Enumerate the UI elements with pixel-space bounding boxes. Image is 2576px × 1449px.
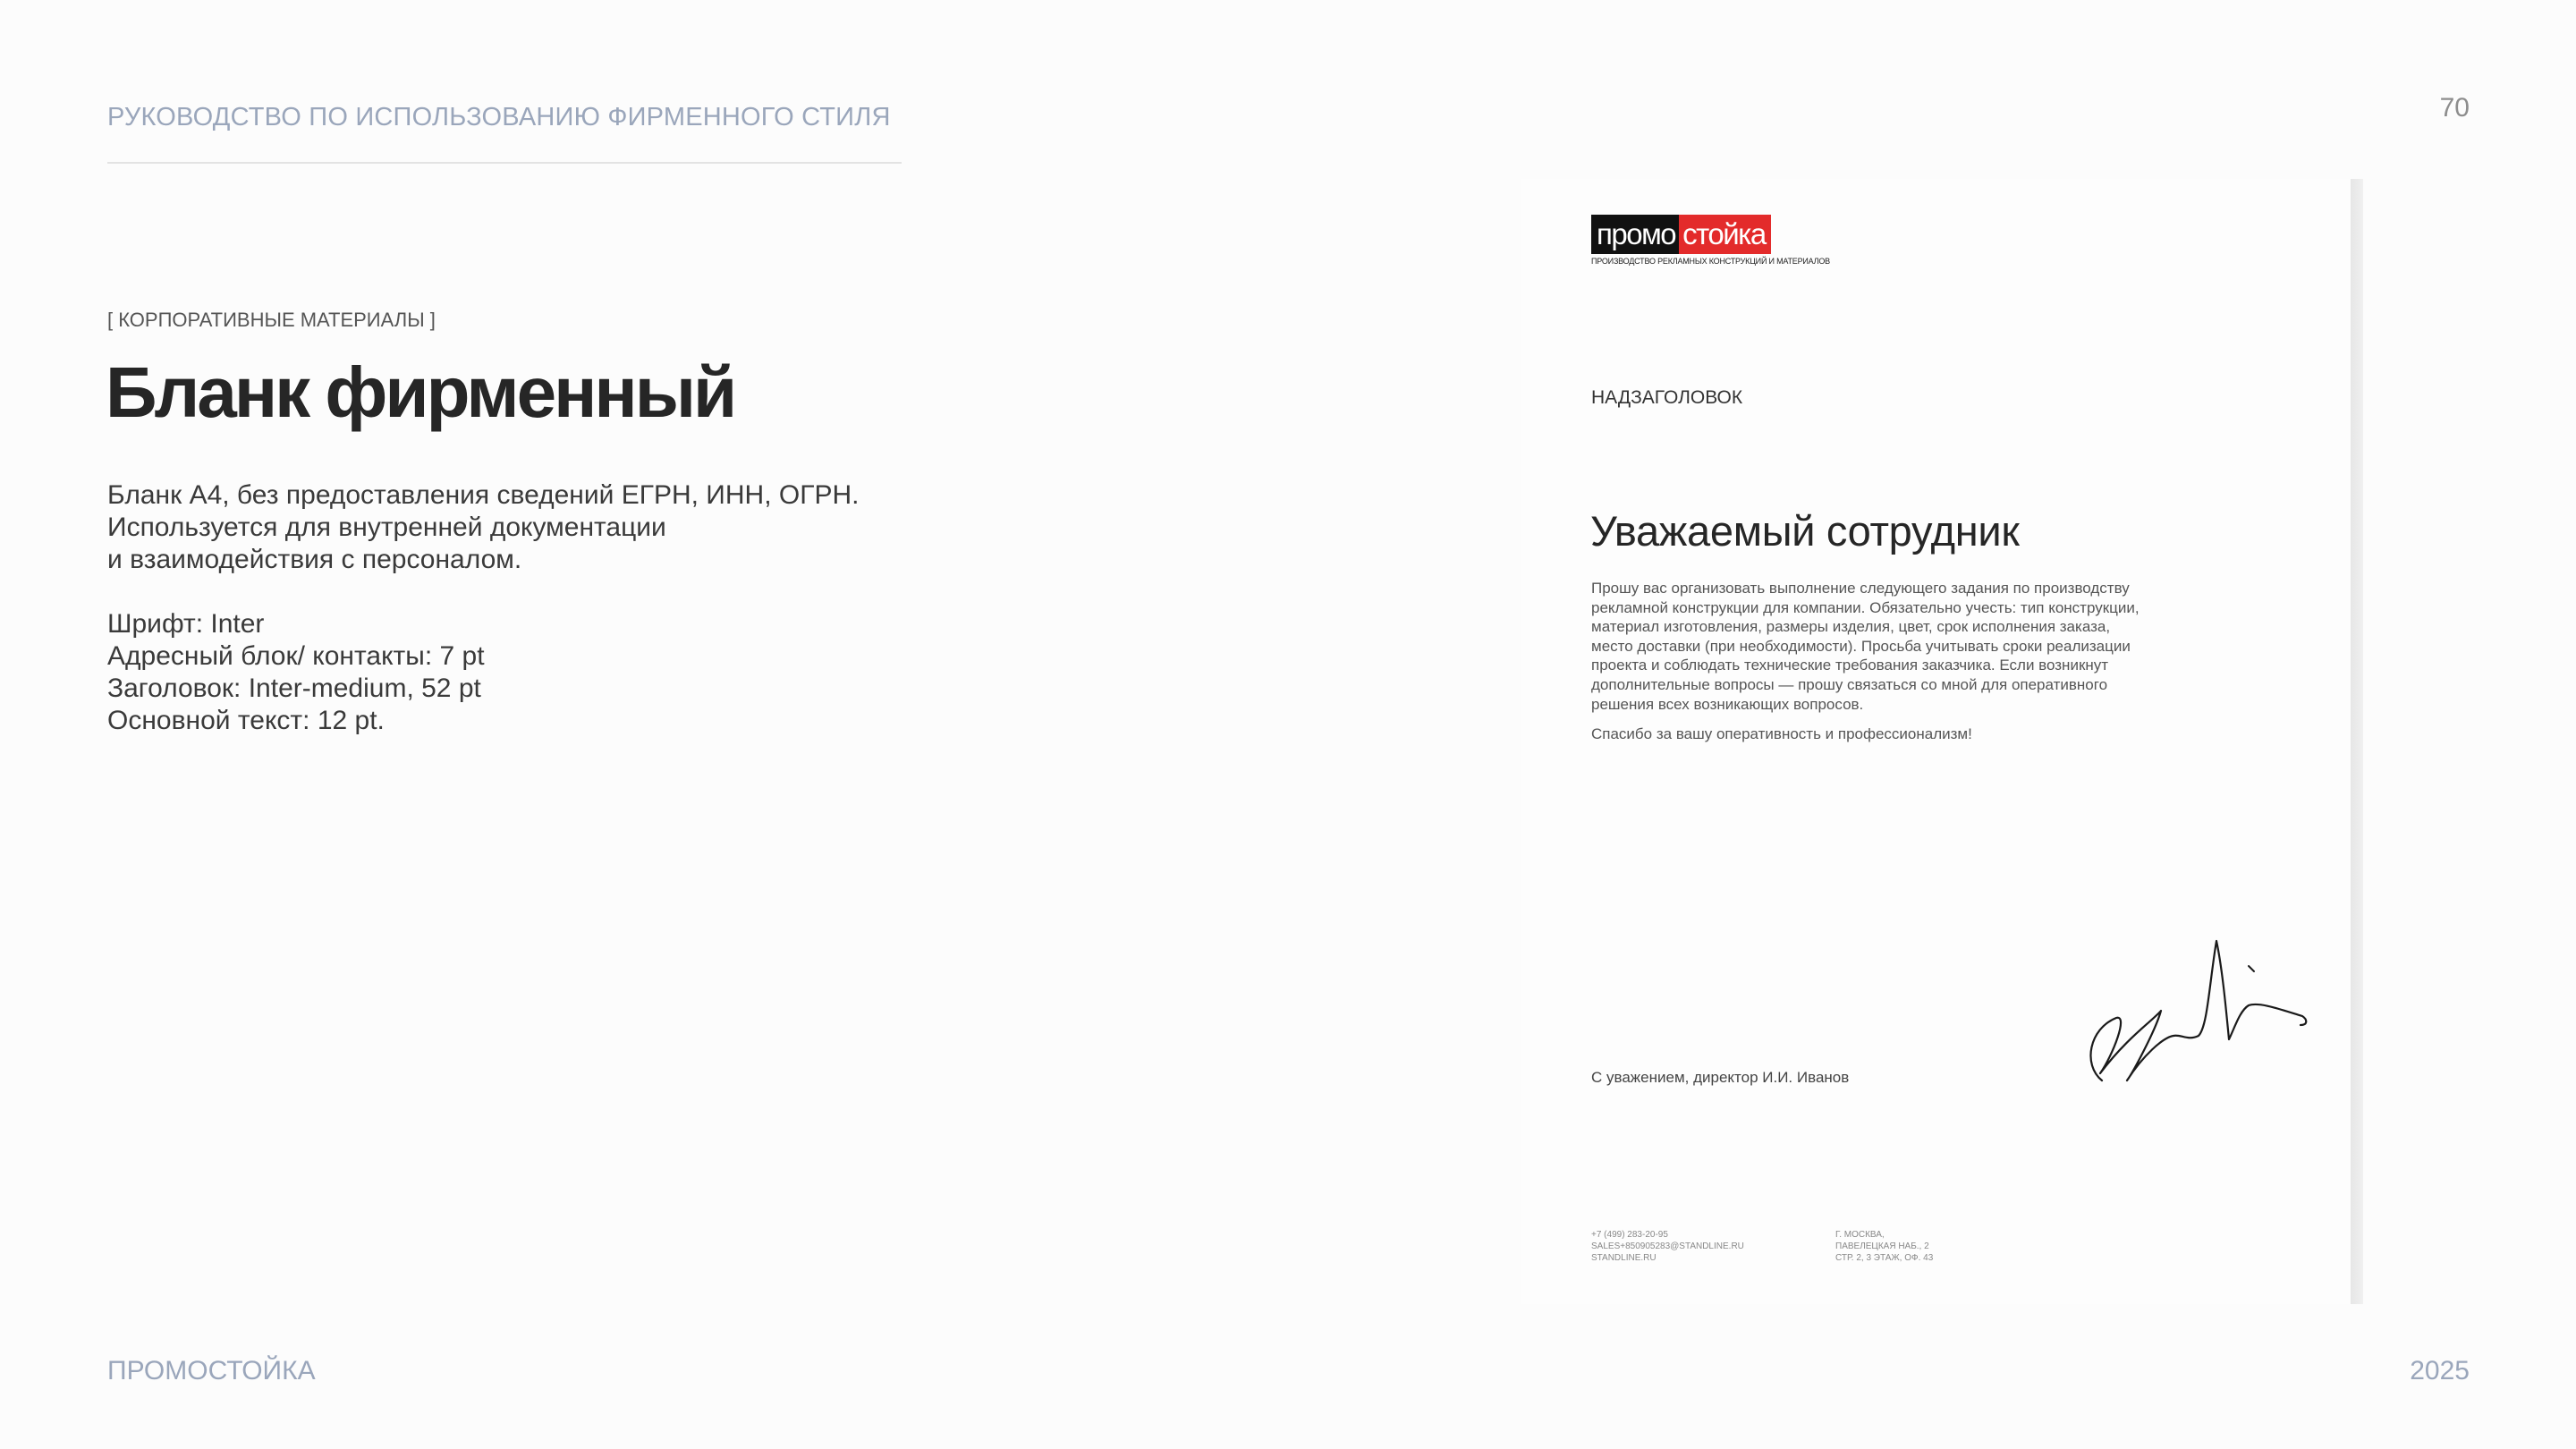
contacts-block: [1591, 1229, 1744, 1264]
contact-email: SALES+850905283@STANDLINE.RU: [1591, 1241, 1744, 1251]
logo-part-red: стойка: [1679, 215, 1771, 254]
spec-line: Основной текст: 12 pt.: [107, 706, 385, 735]
letter-overline: НАДЗАГОЛОВОК: [1591, 387, 1743, 408]
letter-regards: С уважением, директор И.И. Иванов: [1591, 1069, 1850, 1086]
letter-body-line: проекта и соблюдать технические требования заказчика. Если возникнут: [1591, 657, 2109, 674]
letter-body-line: место доставки (при необходимости). Просьба учитывать сроки реализации: [1591, 637, 2131, 655]
letter-body-line: решения всех возникающих вопросов.: [1591, 695, 1864, 713]
letter-body: [1591, 579, 2217, 714]
sheet-shadow-edge: [2351, 179, 2363, 1304]
logo-tagline: ПРОИЗВОДСТВО РЕКЛАМНЫХ КОНСТРУКЦИЙ И МАТЕРИАЛОВ: [1591, 257, 1830, 266]
description-line: Используется для внутренней документации: [107, 513, 666, 542]
description-line: и взаимодействия с персоналом.: [107, 545, 522, 574]
header-divider: [107, 162, 902, 164]
footer-year: 2025: [2410, 1356, 2470, 1385]
spacer: [107, 576, 1091, 608]
letter-body-line: Прошу вас организовать выполнение следующего задания по производству: [1591, 580, 2130, 597]
contact-site: STANDLINE.RU: [1591, 1253, 1657, 1263]
spec-line: Адресный блок/ контакты: 7 pt: [107, 641, 485, 671]
page-title: Бланк фирменный: [106, 352, 735, 432]
letter-body-line: дополнительные вопросы — прошу связаться со мной для оперативного: [1591, 675, 2108, 693]
letter-body-line: рекламной конструкции для компании. Обязательно учесть: тип конструкции,: [1591, 598, 2140, 616]
contact-phone: +7 (499) 283-20-95: [1591, 1230, 1668, 1240]
address-line: СТР. 2, 3 ЭТАЖ, ОФ. 43: [1835, 1253, 1934, 1263]
spec-line: Заголовок: Inter-medium, 52 pt: [107, 674, 481, 703]
address-line: Г. МОСКВА,: [1835, 1230, 1885, 1240]
logo-part-black: промо: [1591, 215, 1679, 254]
letter-thanks: Спасибо за вашу оперативность и профессионализм!: [1591, 725, 1972, 742]
description-block: [107, 479, 1091, 737]
signature-icon: [2073, 930, 2310, 1091]
footer-brand: ПРОМОСТОЙКА: [107, 1356, 316, 1385]
letter-greeting: Уважаемый сотрудник: [1590, 507, 2020, 555]
letter-body-line: материал изготовления, размеры изделия, цвет, срок исполнения заказа,: [1591, 618, 2111, 636]
spec-line: Шрифт: Inter: [107, 609, 265, 639]
address-block: [1835, 1229, 1933, 1264]
page-number: 70: [2439, 93, 2470, 123]
brand-logo: [1591, 215, 1771, 254]
address-line: ПАВЕЛЕЦКАЯ НАБ., 2: [1835, 1241, 1929, 1251]
description-line: Бланк А4, без предоставления сведений ЕГРН, ИНН, ОГРН.: [107, 480, 860, 510]
section-tag: [ КОРПОРАТИВНЫЕ МАТЕРИАЛЫ ]: [107, 309, 436, 331]
guide-title: РУКОВОДСТВО ПО ИСПОЛЬЗОВАНИЮ ФИРМЕННОГО СТИЛЯ: [107, 103, 891, 131]
